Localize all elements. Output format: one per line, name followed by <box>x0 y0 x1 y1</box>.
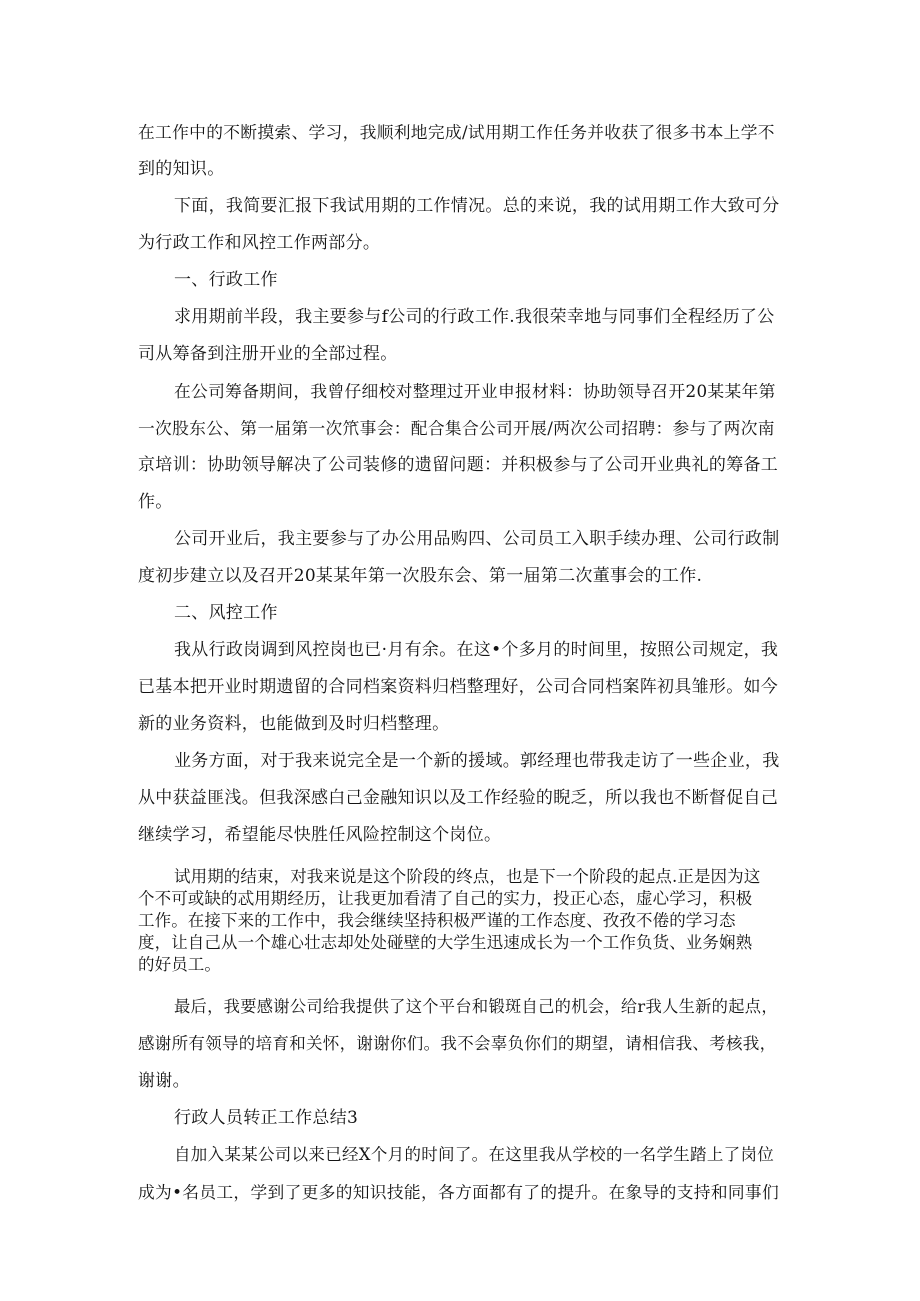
text-line: 的好员工。 <box>138 955 221 974</box>
text-line: 作。 <box>138 492 173 512</box>
text-line: 为行政工作和风控工作两部分。 <box>138 233 381 253</box>
section-heading: 二、风控工作 <box>174 603 278 623</box>
text-line: 新的业务资料，也能做到及时归档整理。 <box>138 714 450 734</box>
text-line: 已基本把开业时期遗留的合同档案资料归档整理好，公司合同档案阵初具雏形。如今 <box>138 677 779 697</box>
text-line: 继续学习，希望能尽快胜任风险控制这个岗位。 <box>138 825 502 845</box>
text-line: 成为•名员工，学到了更多的知识技能，各方面都有了的提升。在象导的支持和同事们 <box>138 1182 780 1202</box>
text-line: 度初步建立以及召开20某某年第一次股东会、第一届第二次董事会的工作. <box>138 566 703 586</box>
text-line: 下面，我简要汇报下我试用期的工作情况。总的来说，我的试用期工作大致可分 <box>174 196 780 216</box>
text-line: 谢谢。 <box>138 1071 190 1091</box>
text-line: 我从行政岗调到风控岗也已·月有余。在这•个多月的时间里，按照公司规定，我 <box>174 640 779 660</box>
text-line: 试用期的结束，对我来说是这个阶段的终点，也是下一个阶段的起点.正是因为这 <box>174 867 761 886</box>
text-line: 在工作中的不断摸索、学习，我顺利地完成/试用期工作任务并收获了很多书本上学不 <box>138 122 775 142</box>
text-line: 个不可或缺的忒用期经历，让我更加看清了自己的实力，投正心态，虚心学习，积极 <box>138 889 753 908</box>
text-line: 京培训：协助领导解决了公司装修的遗留问题：并积极参与了公司开业典礼的筹备工 <box>138 455 779 475</box>
text-line: 度，让自己从一个雄心壮志却处处碰壁的大学生迅速成长为一个工作负货、业务娴熟 <box>138 933 753 952</box>
text-line: 一次股东公、第一届第一次笊事会：配合集合公司开展/两次公司招聘：参与了两次南 <box>138 418 775 438</box>
text-line: 在公司筹备期间，我曾仔细校对整理过开业申报材料：协助领导召开20某某年第 <box>174 381 776 401</box>
text-line: 司从筹备到注册开业的全部过程。 <box>138 344 398 364</box>
text-line: 最后，我要感谢公司给我提供了这个平台和锻斑自己的机会，给r我人生新的起点， <box>174 997 778 1016</box>
text-line: 从中获益匪浅。但我深感白己金融知识以及工作经验的睨乏，所以我也不断督促自己 <box>138 788 779 808</box>
text-line: 公司开业后，我主要参与了办公用品购四、公司员工入职手续办理、公司行政制 <box>174 529 780 549</box>
text-line: 工作。在接下来的工作中，我会继续坚持积极严谨的工作态度、孜孜不倦的学习态 <box>138 911 736 930</box>
text-line: 感谢所有领导的培育和关怀，谢谢你们。我不会辜负你们的期望，请相信我、考核我， <box>138 1034 777 1053</box>
section-heading: 一、行政工作 <box>174 270 278 290</box>
document-subtitle: 行政人员转正工作总结3 <box>174 1108 359 1128</box>
text-line: 到的知识。 <box>138 159 225 179</box>
text-line: 业务方面，对于我来说完全是一个新的援域。郭经理也带我走访了一些企业，我 <box>174 751 780 771</box>
text-line: 自加入某某公司以来已经X个月的时间了。在这里我从学校的一名学生踏上了岗位 <box>174 1145 775 1164</box>
text-line: 求用期前半段，我主要参与f公司的行政工作.我很荣幸地与同事们全程经历了公 <box>174 307 775 327</box>
